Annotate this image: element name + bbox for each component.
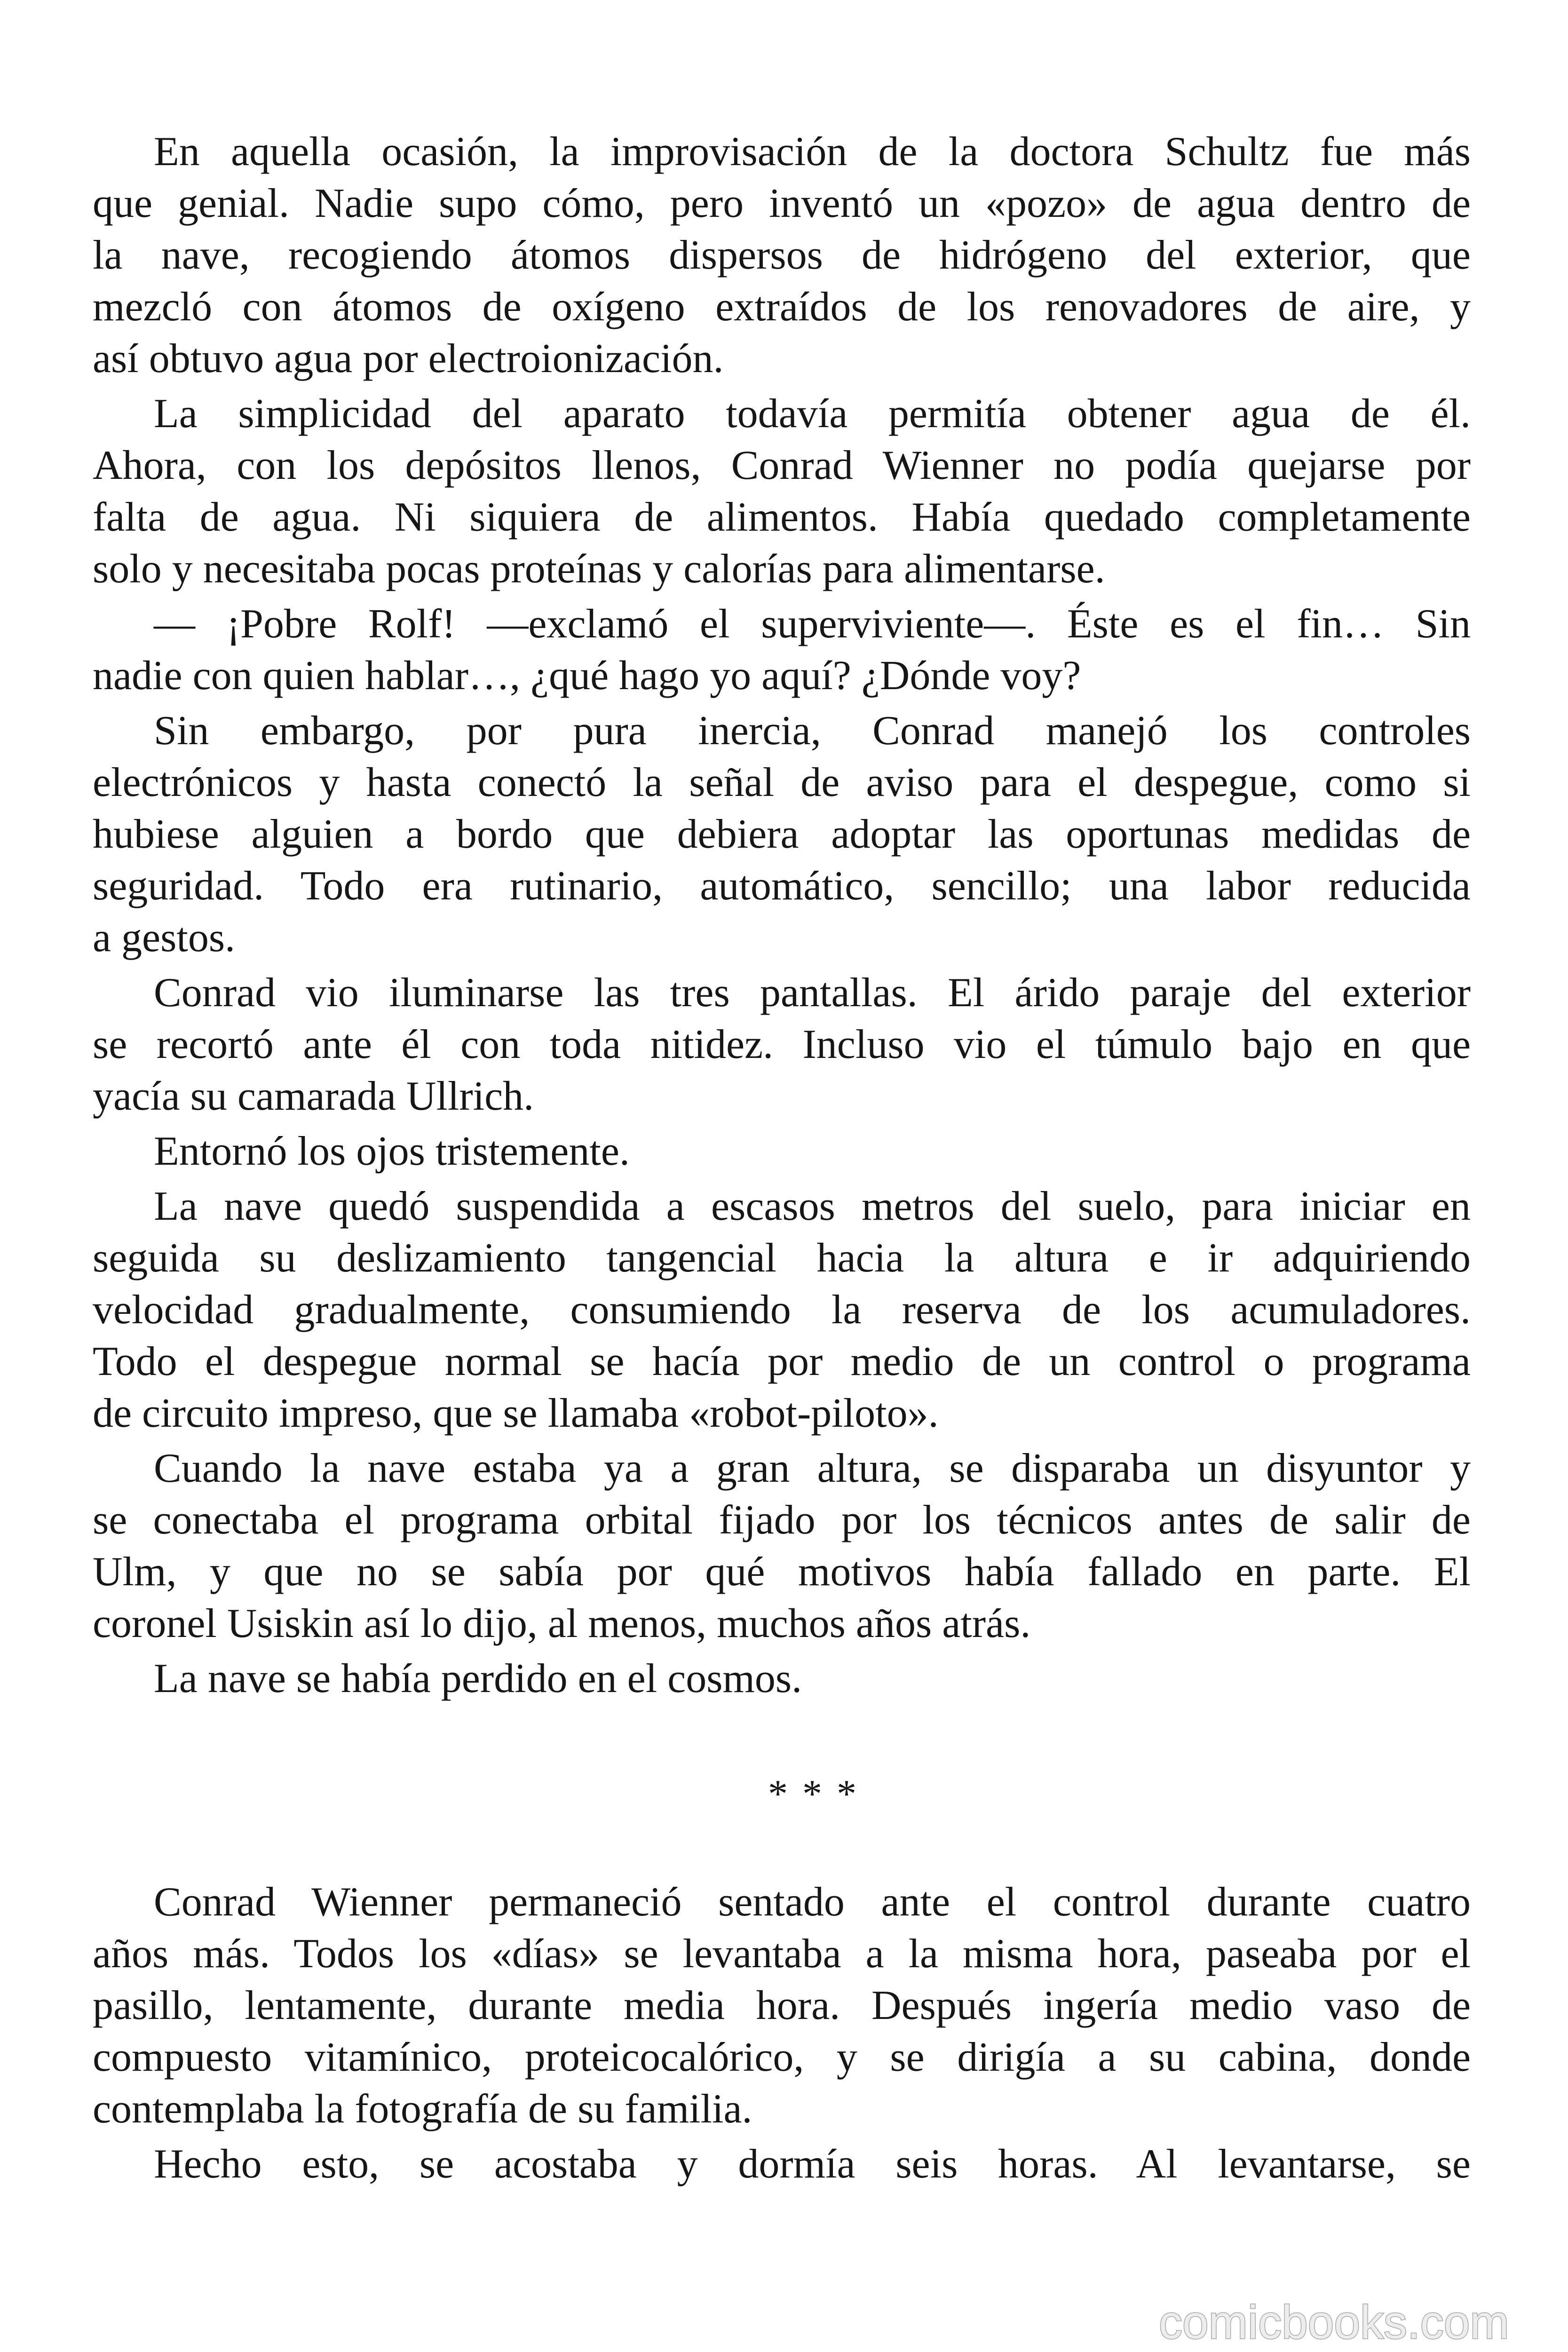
text-line: que genial. Nadie supo cómo, pero inventó un «pozo» de agua dentro de — [93, 181, 1471, 226]
text-line: velocidad gradualmente, consumiendo la reserva de los acumuladores. — [93, 1287, 1471, 1333]
text-line: Conrad vio iluminarse las tres pantallas. El árido paraje del exterior — [154, 970, 1471, 1016]
text-line: mezcló con átomos de oxígeno extraídos de los renovadores de aire, y — [93, 284, 1471, 330]
text-line: falta de agua. Ni siquiera de alimentos. Había quedado completamente — [93, 494, 1471, 540]
text-line: Hecho esto, se acostaba y dormía seis horas. Al levantarse, se — [154, 2141, 1471, 2187]
paragraph — [93, 967, 1471, 1122]
text-line: yacía su camarada Ullrich. — [93, 1073, 534, 1119]
paragraph — [93, 126, 1471, 385]
paragraph — [93, 388, 1471, 595]
text-line: Conrad Wienner permaneció sentado ante el control durante cuatro — [154, 1879, 1471, 1925]
text-line: así obtuvo agua por electroionización. — [93, 336, 724, 381]
text-line: años más. Todos los «días» se levantaba a la misma hora, paseaba por el — [93, 1931, 1471, 1977]
text-line: seguridad. Todo era rutinario, automático, sencillo; una labor reducida — [93, 863, 1471, 909]
text-line: Todo el despegue normal se hacía por medio de un control o programa — [93, 1339, 1471, 1384]
paragraph — [93, 1876, 1471, 2135]
paragraph — [93, 1126, 1471, 1177]
watermark: comicbooks.com — [1159, 2296, 1509, 2349]
text-line: hubiese alguien a bordo que debiera adoptar las oportunas medidas de — [93, 811, 1471, 857]
text-line: se recortó ante él con toda nitidez. Incluso vio el túmulo bajo en que — [93, 1022, 1471, 1067]
section-before-break — [93, 126, 1471, 1705]
text-line: se conectaba el programa orbital fijado por los técnicos antes de salir de — [93, 1497, 1471, 1543]
text-line: compuesto vitamínico, proteicocalórico, y se dirigía a su cabina, donde — [93, 2034, 1471, 2080]
text-line: Entornó los ojos tristemente. — [154, 1128, 630, 1174]
paragraph — [93, 1181, 1471, 1439]
text-line: Sin embargo, por pura inercia, Conrad manejó los controles — [154, 708, 1471, 754]
text-line: seguida su deslizamiento tangencial hacia la altura e ir adquiriendo — [93, 1235, 1471, 1281]
paragraph — [93, 1653, 1471, 1705]
text-line: Ulm, y que no se sabía por qué motivos había fallado en parte. El — [93, 1549, 1471, 1595]
text-line: Ahora, con los depósitos llenos, Conrad Wienner no podía quejarse por — [93, 443, 1471, 488]
paragraph — [93, 705, 1471, 964]
text-line: En aquella ocasión, la improvisación de la doctora Schultz fue más — [154, 129, 1471, 175]
paragraph — [93, 598, 1471, 702]
text-line: La simplicidad del aparato todavía permitía obtener agua de él. — [154, 391, 1471, 437]
paragraph — [93, 2138, 1471, 2190]
text-line: a gestos. — [93, 915, 236, 961]
text-line: Cuando la nave estaba ya a gran altura, se disparaba un disyuntor y — [154, 1446, 1471, 1491]
text-line: coronel Usiskin así lo dijo, al menos, muchos años atrás. — [93, 1601, 1031, 1646]
text-line: La nave quedó suspendida a escasos metros del suelo, para iniciar en — [154, 1184, 1471, 1229]
text-line: contemplaba la fotografía de su familia. — [93, 2086, 752, 2132]
text-line: La nave se había perdido en el cosmos. — [154, 1656, 802, 1701]
text-line: la nave, recogiendo átomos dispersos de hidrógeno del exterior, que — [93, 232, 1471, 278]
text-line: pasillo, lentamente, durante media hora. Después ingería medio vaso de — [93, 1983, 1471, 2028]
text-line: electrónicos y hasta conectó la señal de aviso para el despegue, como si — [93, 760, 1471, 805]
text-line: — ¡Pobre Rolf! —exclamó el superviviente—. Éste es el fin… Sin — [154, 601, 1471, 647]
section-after-break — [93, 1876, 1471, 2190]
paragraph — [93, 1443, 1471, 1650]
text-line: solo y necesitaba pocas proteínas y calorías para alimentarse. — [93, 546, 1105, 592]
text-line: de circuito impreso, que se llamaba «robot-piloto». — [93, 1391, 939, 1436]
section-break: * * * — [768, 1772, 856, 1816]
text-line: nadie con quien hablar…, ¿qué hago yo aquí? ¿Dónde voy? — [93, 653, 1081, 699]
